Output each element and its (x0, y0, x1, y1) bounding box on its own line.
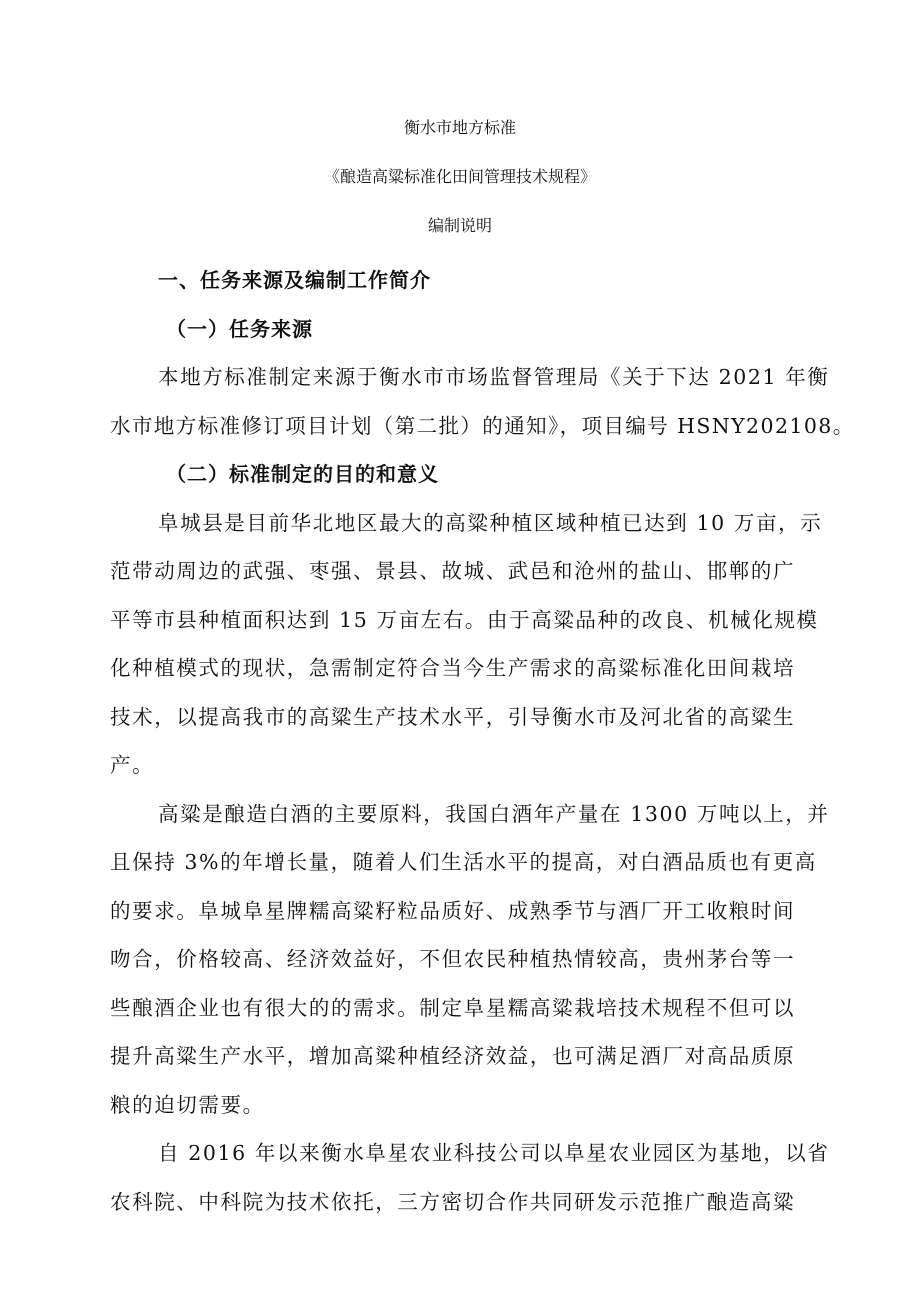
paragraph-2-line-1: 阜城县是目前华北地区最大的高粱种植区域种植已达到 10 万亩，示 (158, 511, 823, 535)
paragraph-3-line-5: 些酿酒企业也有很大的的需求。制定阜星糯高粱栽培技术规程不但可以 (110, 996, 796, 1020)
paragraph-3-line-7: 粮的迫切需要。 (110, 1093, 265, 1117)
title-line-3: 编制说明 (427, 216, 492, 235)
paragraph-3-line-4: 吻合，价格较高、经济效益好，不但农民种植热情较高，贵州茅台等一 (110, 947, 796, 971)
subsection-heading-1: （一）任务来源 (166, 317, 313, 341)
title-line-1: 衡水市地方标准 (403, 118, 516, 137)
paragraph-2-line-5: 技术，以提高我市的高粱生产技术水平，引导衡水市及河北省的高粱生 (110, 705, 796, 729)
paragraph-4-line-2: 农科院、中科院为技术依托，三方密切合作共同研发示范推广酿造高粱 (110, 1190, 796, 1214)
paragraph-4-line-1: 自 2016 年以来衡水阜星农业科技公司以阜星农业园区为基地，以省 (158, 1141, 830, 1165)
paragraph-3-line-2: 且保持 3%的年增长量，随着人们生活水平的提高，对白酒品质也有更高 (110, 850, 817, 874)
paragraph-2-line-4: 化种植模式的现状，急需制定符合当今生产需求的高粱标准化田间栽培 (110, 656, 796, 680)
subsection-heading-2: （二）标准制定的目的和意义 (166, 462, 439, 486)
paragraph-2-line-2: 范带动周边的武强、枣强、景县、故城、武邑和沧州的盐山、邯郸的广 (110, 559, 796, 583)
paragraph-2-line-6: 产。 (110, 753, 155, 777)
paragraph-2-line-3: 平等市县种植面积达到 15 万亩左右。由于高粱品种的改良、机械化规模 (110, 608, 819, 632)
paragraph-1-line-1: 本地方标准制定来源于衡水市市场监督管理局《关于下达 2021 年衡 (158, 365, 830, 389)
section-heading-1: 一、任务来源及编制工作简介 (158, 268, 431, 292)
paragraph-3-line-1: 高粱是酿造白酒的主要原料，我国白酒年产量在 1300 万吨以上，并 (158, 802, 830, 826)
title-line-2: 《酿造高粱标准化田间管理技术规程》 (323, 167, 596, 186)
paragraph-3-line-6: 提升高粱生产水平，增加高粱种植经济效益，也可满足酒厂对高品质原 (110, 1044, 796, 1068)
paragraph-3-line-3: 的要求。阜城阜星牌糯高粱籽粒品质好、成熟季节与酒厂开工收粮时间 (110, 899, 796, 923)
paragraph-1-line-2: 水市地方标准修订项目计划（第二批）的通知》，项目编号 HSNY202108。 (110, 414, 855, 438)
